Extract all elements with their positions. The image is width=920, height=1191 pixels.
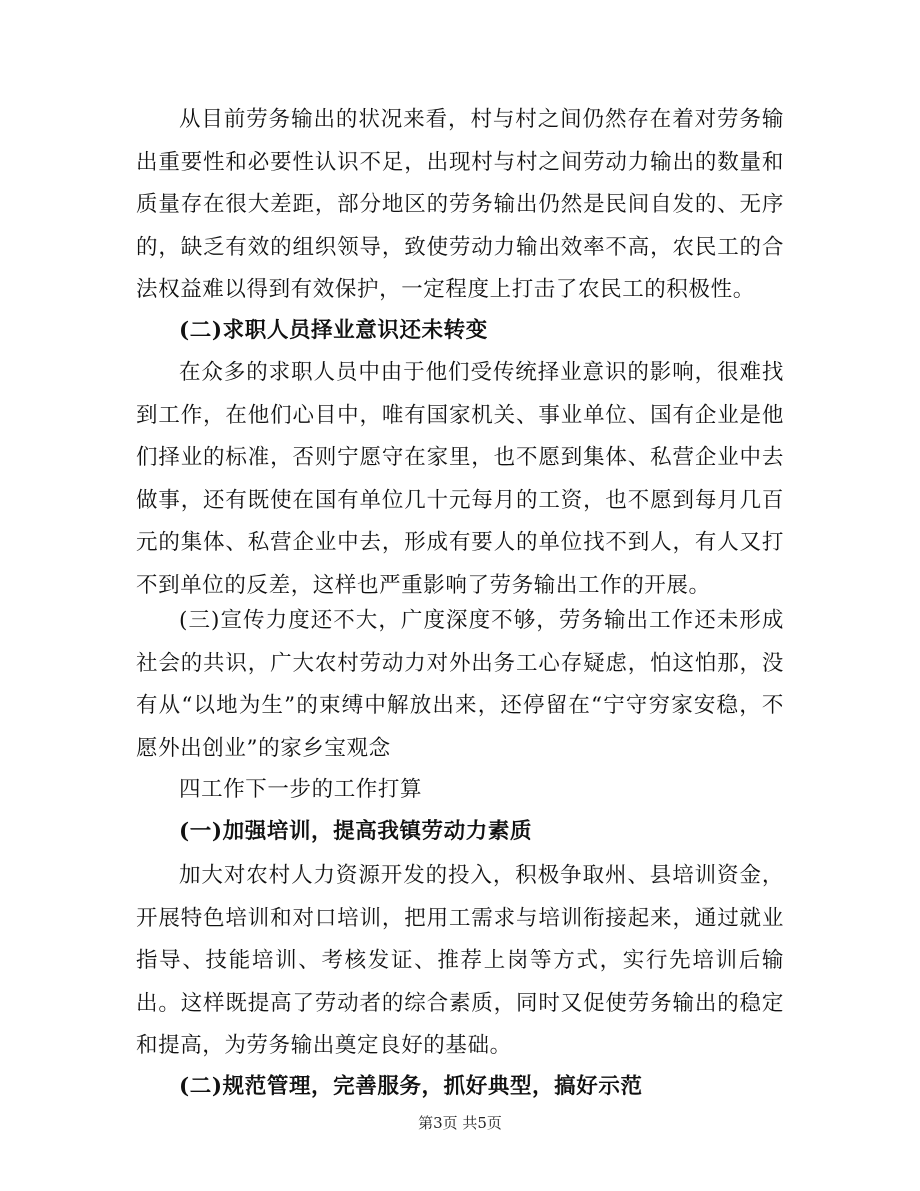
section-heading-next-steps: 四工作下一步的工作打算: [179, 777, 423, 802]
page-number-footer: 第3页 共5页: [418, 1114, 502, 1132]
paragraph-job-seeker-mindset: 在众多的求职人员中由于他们受传统择业意识的影响，很难找到工作，在他们心目中，唯有国家机关、事业单位、国有企业是他们择业的标准，否则宁愿守在家里，也不愿到集体、私营企业中去做事，还有既使在国有单位几十元每月的工资，也不愿到每月几百元的集体、私营企业中去，形成有要人的单位找不到人，有人又打不到单位的反差，这样也严重影响了劳务输出工作的开展。: [136, 360, 784, 598]
section-heading-standardize-management: (二)规范管理，完善服务，抓好典型，搞好示范: [179, 1074, 643, 1099]
section-heading-strengthen-training: (一)加强培训，提高我镇劳动力素质: [179, 819, 533, 844]
paragraph-publicity-insufficient: (三)宣传力度还不大，广度深度不够，劳务输出工作还未形成社会的共识，广大农村劳动力对外出务工心存疑虑，怕这怕那，没有从“以地为生”的束缚中解放出来，还停留在“宁守穷家安稳，不愿外出创业”的家乡宝观念: [136, 608, 784, 761]
paragraph-strengthen-training: 加大对农村人力资源开发的投入，积极争取州、县培训资金，开展特色培训和对口培训，把用工需求与培训衔接起来，通过就业指导、技能培训、考核发证、推荐上岗等方式，实行先培训后输出。这样既提高了劳动者的综合素质，同时又促使劳务输出的稳定和提高，为劳务输出奠定良好的基础。: [136, 863, 784, 1058]
section-heading-job-seeker-mindset: (二)求职人员择业意识还未转变: [179, 318, 488, 343]
paragraph-labor-export-status: 从目前劳务输出的状况来看，村与村之间仍然存在着对劳务输出重要性和必要性认识不足，出现村与村之间劳动力输出的数量和质量存在很大差距，部分地区的劳务输出仍然是民间自发的、无序的，缺乏有效的组织领导，致使劳动力输出效率不高，农民工的合法权益难以得到有效保护，一定程度上打击了农民工的积极性。: [136, 107, 784, 302]
